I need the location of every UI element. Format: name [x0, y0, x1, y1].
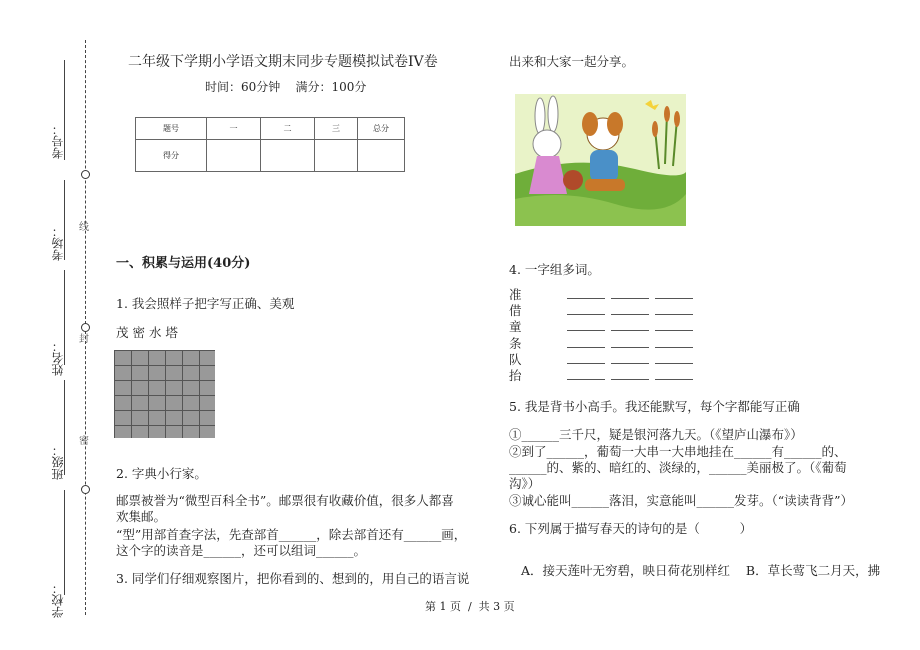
rabbit-ear [548, 96, 558, 132]
question-5-line-3: ______的、紫的、暗红的、淡绿的，______美丽极了。（《葡萄 [509, 460, 847, 475]
question-3-line-1: 3. 同学们仔细观察图片，把你看到的、想到的，用自己的语言说 [116, 571, 470, 586]
word-group-list [509, 287, 699, 384]
label-name: 姓名： [51, 340, 65, 376]
word-group-row [509, 352, 699, 368]
illustration-rabbit-dog [515, 94, 686, 226]
question-5: 5. 我是背书小高手。我还能默写，每个字都能写正确 [509, 399, 800, 414]
label-exam-number: 考号： [51, 123, 65, 159]
score-row-label: 得分 [136, 140, 207, 172]
word-group-row [509, 287, 699, 303]
binding-mark-secret: 密 [79, 436, 89, 447]
section-heading: 一、积累与运用(40分) [116, 256, 251, 271]
rabbit-head [533, 130, 561, 158]
question-2-line-1: 邮票被誉为“微型百科全书”。邮票很有收藏价值，很多人都喜 [116, 493, 454, 508]
label-school: 学校： [51, 582, 65, 618]
answer-blank[interactable] [611, 330, 649, 331]
question-5-line-5: ③诚心能叫______落泪，实意能叫______发芽。（“读读背背”） [509, 493, 854, 508]
answer-blank[interactable] [611, 314, 649, 315]
answer-blank[interactable] [655, 379, 693, 380]
question-2-line-4: 这个字的读音是______，还可以组词______。 [116, 543, 367, 558]
answer-blank[interactable] [655, 347, 693, 348]
question-4: 4. 一字组多词。 [509, 262, 600, 277]
page-title: 二年级下学期小学语文期末同步专题模拟试卷IV卷 [128, 54, 438, 70]
class-line [64, 380, 65, 475]
binding-mark-line: 线 [79, 222, 89, 233]
rabbit-ear [535, 98, 545, 134]
answer-blank[interactable] [655, 298, 693, 299]
word-group-row [509, 303, 699, 319]
question-3-line-2: 出来和大家一起分享。 [509, 54, 635, 69]
page-footer: 第 1 页 / 共 3 页 [425, 600, 515, 613]
name-line [64, 270, 65, 365]
question-6: 6. 下列属于描写春天的诗句的是（ ） [509, 521, 753, 536]
answer-blank[interactable] [567, 314, 605, 315]
answer-blank[interactable] [567, 330, 605, 331]
word-char: 条 [509, 335, 522, 351]
illustration-reed-top [664, 106, 670, 122]
basket [563, 170, 583, 190]
score-cell[interactable] [358, 140, 405, 172]
question-5-line-2: ②到了______，葡萄一大串一大串地挂在______有______的、 [509, 444, 847, 459]
question-1-chars: 茂 密 水 塔 [116, 325, 178, 340]
label-class: 班级： [51, 444, 65, 480]
question-6-options: A．接天莲叶无穷碧，映日荷花别样红 B．草长莺飞二月天，拂 [521, 563, 881, 578]
label-exam-room: 考场： [51, 225, 65, 261]
score-header-total: 总分 [358, 118, 405, 140]
answer-blank[interactable] [567, 347, 605, 348]
score-cell[interactable] [261, 140, 315, 172]
school-line [64, 490, 65, 595]
answer-blank[interactable] [567, 298, 605, 299]
illustration-reed-top [652, 121, 658, 137]
score-cell[interactable] [315, 140, 358, 172]
word-group-row [509, 319, 699, 335]
answer-blank[interactable] [611, 347, 649, 348]
score-header-2: 二 [261, 118, 315, 140]
word-char: 准 [509, 287, 522, 302]
answer-blank[interactable] [567, 363, 605, 364]
question-5-line-4: 沟》） [509, 476, 541, 491]
binding-hole [81, 485, 90, 494]
word-char: 队 [509, 351, 522, 367]
answer-blank[interactable] [655, 363, 693, 364]
score-header-1: 一 [207, 118, 261, 140]
score-header-item: 题号 [136, 118, 207, 140]
question-5-line-1: ①______三千尺，疑是银河落九天。（《望庐山瀑布》） [509, 427, 803, 442]
dog-legs [585, 179, 625, 191]
word-group-row [509, 336, 699, 352]
score-cell[interactable] [207, 140, 261, 172]
score-header-3: 三 [315, 118, 358, 140]
dog-ear [607, 112, 623, 136]
exam-room-line [64, 180, 65, 260]
answer-blank[interactable] [611, 379, 649, 380]
question-2-line-2: 欢集邮。 [116, 509, 167, 524]
word-char: 童 [509, 319, 522, 335]
illustration-reed-top [674, 111, 680, 127]
binding-mark-seal: 封 [79, 334, 89, 345]
answer-blank[interactable] [655, 314, 693, 315]
question-1: 1. 我会照样子把字写正确、美观 [116, 296, 295, 311]
score-table [135, 117, 405, 172]
answer-blank[interactable] [567, 379, 605, 380]
dog-body [590, 150, 618, 182]
word-group-row [509, 368, 699, 384]
word-char: 抬 [509, 368, 522, 384]
dog-ear [582, 112, 598, 136]
answer-blank[interactable] [611, 363, 649, 364]
answer-blank[interactable] [655, 330, 693, 331]
word-char: 借 [509, 303, 522, 319]
exam-number-line [64, 60, 65, 160]
binding-hole [81, 170, 90, 179]
answer-blank[interactable] [611, 298, 649, 299]
writing-grid[interactable] [114, 350, 215, 438]
exam-info: 时间：60分钟 满分：100分 [205, 80, 367, 94]
question-2: 2. 字典小行家。 [116, 466, 207, 481]
question-2-line-3: “型”用部首查字法，先查部首______，除去部首还有______画， [116, 527, 467, 542]
